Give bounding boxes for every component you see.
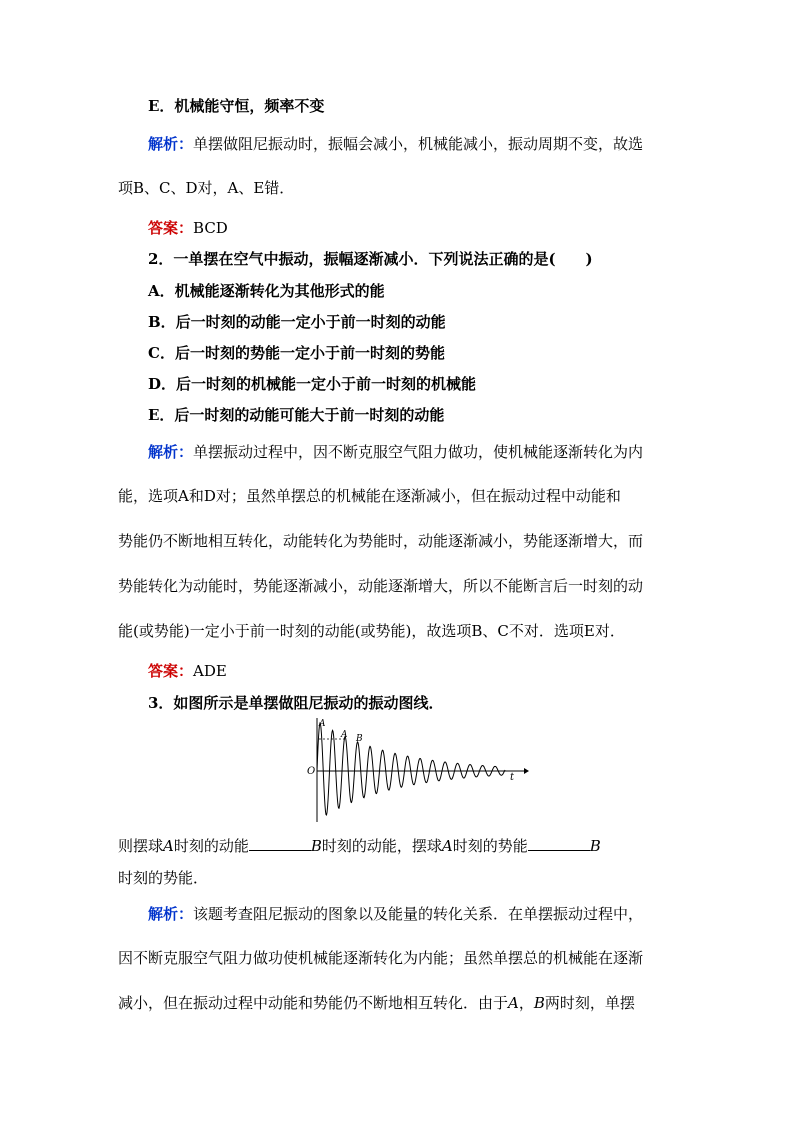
q3-stem: 3．如图所示是单摆做阻尼振动的振动图线． <box>148 694 444 712</box>
q3-fill-line1 <box>118 836 601 856</box>
analysis-text-post: 两时刻，单摆 <box>544 994 635 1012</box>
q2-analysis-line2: 能，选项A和D对；虽然单摆总的机械能在逐渐减小，但在振动过程中动能和 <box>118 487 621 505</box>
q2-option-d: D．后一时刻的机械能一定小于前一时刻的机械能 <box>148 375 477 393</box>
analysis-comma: ， <box>518 994 534 1012</box>
q1-analysis-line1 <box>148 134 643 154</box>
q2-option-c: C．后一时刻的势能一定小于前一时刻的势能 <box>148 344 445 362</box>
analysis-text: 单摆做阻尼振动时，振幅会减小，机械能减小，振动周期不变，故选 <box>193 135 644 153</box>
q3-fill-line2: 时刻的势能． <box>118 869 209 887</box>
answer-label: 答案： <box>148 662 194 680</box>
fill-var-b1: B <box>310 837 322 855</box>
answer-label: 答案： <box>148 219 194 237</box>
q2-analysis-line5: 能(或势能)一定小于前一时刻的动能(或势能)，故选项B、C不对．选项E对． <box>118 622 625 640</box>
q2-option-a: A．机械能逐渐转化为其他形式的能 <box>148 282 385 300</box>
q2-stem: 2．一单摆在空气中振动，振幅逐渐减小．下列说法正确的是( ) <box>148 250 593 268</box>
fill-text-mid1: 时刻的动能 <box>173 837 249 855</box>
analysis-label: 解析： <box>148 443 194 461</box>
point-b-label: B <box>356 734 363 744</box>
q2-analysis-line3: 势能仍不断地相互转化，动能转化为势能时，动能逐渐减小，势能逐渐增大，而 <box>118 532 644 550</box>
t-axis-label: t <box>510 772 515 783</box>
q3-analysis-line2: 因不断克服空气阻力做功使机械能逐渐转化为内能；虽然单摆总的机械能在逐渐 <box>118 949 644 967</box>
fill-var-a1: A <box>163 837 174 855</box>
fill-var-b2: B <box>589 837 601 855</box>
answer-blank-1[interactable] <box>249 836 311 851</box>
damped-oscillation-figure <box>305 716 535 826</box>
fill-text-mid2: 时刻的动能，摆球 <box>321 837 442 855</box>
fill-text-prefix: 则摆球 <box>118 837 164 855</box>
q2-option-b: B．后一时刻的动能一定小于前一时刻的动能 <box>148 313 446 331</box>
q1-answer <box>148 218 228 238</box>
analysis-label: 解析： <box>148 905 194 923</box>
q1-option-e: E．机械能守恒，频率不变 <box>148 97 325 115</box>
q2-analysis-line1 <box>148 442 643 462</box>
analysis-var-a: A <box>508 994 519 1012</box>
q3-analysis-line1 <box>148 904 643 924</box>
analysis-label: 解析： <box>148 135 194 153</box>
q1-analysis-line2: 项B、C、D对，A、E错． <box>118 179 295 197</box>
answer-text: ADE <box>193 662 227 680</box>
damped-curve <box>317 723 505 815</box>
answer-blank-2[interactable] <box>528 836 590 851</box>
q2-analysis-line4: 势能转化为动能时，势能逐渐减小，动能逐渐增大，所以不能断言后一时刻的动 <box>118 577 644 595</box>
t-axis-arrow-icon <box>524 768 529 774</box>
analysis-text: 该题考查阻尼振动的图象以及能量的转化关系．在单摆振动过程中， <box>193 905 644 923</box>
point-a-label: A <box>341 730 348 740</box>
analysis-text: 单摆振动过程中，因不断克服空气阻力做功，使机械能逐渐转化为内 <box>193 443 644 461</box>
q2-option-e: E．后一时刻的动能可能大于前一时刻的动能 <box>148 406 445 424</box>
q2-answer <box>148 661 227 681</box>
origin-label: O <box>307 766 316 777</box>
point-a-peak-label: A <box>319 719 326 729</box>
analysis-var-b: B <box>533 994 545 1012</box>
fill-var-a2: A <box>441 837 453 855</box>
analysis-text: 减小，但在振动过程中动能和势能仍不断地相互转化．由于 <box>118 994 509 1012</box>
fill-text-mid3: 时刻的势能 <box>452 837 528 855</box>
answer-text: BCD <box>193 219 228 237</box>
q3-analysis-line3 <box>118 993 635 1013</box>
